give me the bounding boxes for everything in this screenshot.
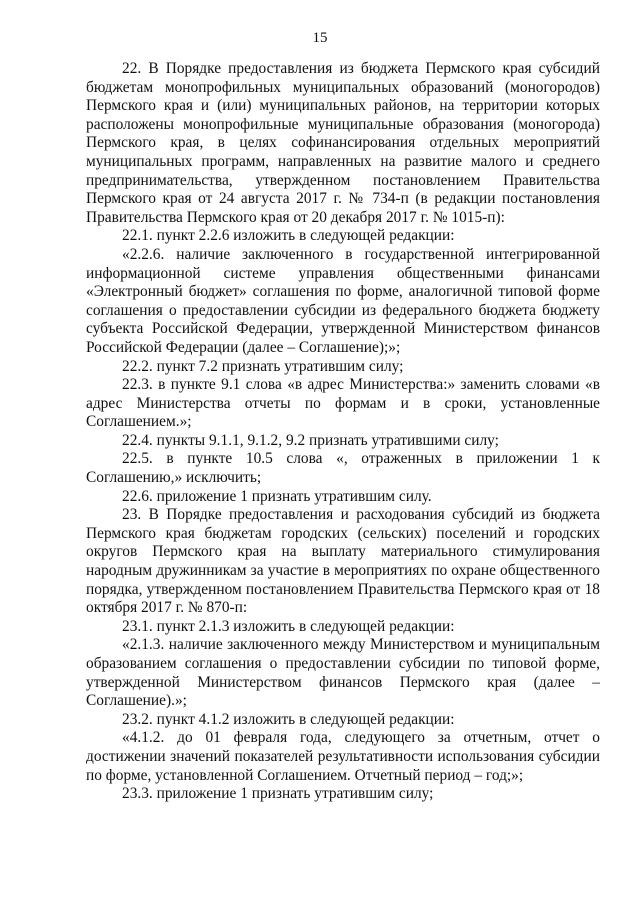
paragraph-22-1: 22.1. пункт 2.2.6 изложить в следующей редакции:	[122, 227, 455, 245]
document-body	[86, 60, 600, 804]
paragraph-22-6: 22.6. приложение 1 признать утратившим силу.	[122, 487, 432, 505]
paragraph-22-3: 22.3. в пункте 9.1 слова «в адрес Министерства:» заменить словами «в адрес Министерства отчеты по формам и в сроки, установленные Соглашением.»;	[86, 376, 600, 431]
paragraph-23-3: 23.3. приложение 1 признать утратившим силу;	[122, 785, 434, 803]
paragraph-23-1: 23.1. пункт 2.1.3 изложить в следующей редакции:	[122, 617, 455, 635]
paragraph-22-4: 22.4. пункты 9.1.1, 9.1.2, 9.2 признать утратившими силу;	[122, 431, 499, 449]
paragraph-22-2: 22.2. пункт 7.2 признать утратившим силу;	[122, 357, 404, 375]
paragraph-22-5: 22.5. в пункте 10.5 слова «, отраженных в приложении 1 к Соглашению,» исключить;	[86, 450, 600, 487]
paragraph-2-1-3-quote: «2.1.3. наличие заключенного между Министерством и муниципальным образованием соглашения о предоставлении субсидии по типовой форме, утвержденной Министерством финансов Пермского края (далее – Соглашение).»;	[86, 636, 600, 710]
paragraph-2-2-6-quote: «2.2.6. наличие заключенного в государственной интегрированной информационной системе управления общественными финансами «Электронный бюджет» соглашения по форме, аналогичной типовой форме соглашения о предоставлении субсидии из федерального бюджета бюджету субъекта Российской Федерации, утвержденной Министерством финансов Российской Федерации (далее – Соглашение);»;	[86, 245, 600, 356]
paragraph-23: 23. В Порядке предоставления и расходования субсидий из бюджета Пермского края бюджетам городских (сельских) поселений и городских округов Пермского края на выплату материального стимулирования народным дружинникам за участие в мероприятиях по охране общественного порядка, утвержденном постановлением Правительства Пермского края от 18 октября 2017 г. № 870-п:	[86, 506, 600, 617]
paragraph-23-2: 23.2. пункт 4.1.2 изложить в следующей редакции:	[122, 710, 455, 728]
paragraph-4-1-2-quote: «4.1.2. до 01 февраля года, следующего за отчетным, отчет о достижении значений показателей результативности использования субсидии по форме, установленной Соглашением. Отчетный период – год;»;	[86, 729, 600, 784]
paragraph-22: 22. В Порядке предоставления из бюджета Пермского края субсидий бюджетам монопрофильных муниципальных образований (моногородов) Пермского края и (или) муниципальных районов, на территории которых расположены монопрофильные муниципальные образования (моногорода) Пермского края, в целях софинансирования отдельных мероприятий муниципальных программ, направленных на развитие малого и среднего предпринимательства, утвержденном постановлением Правительства Пермского края от 24 августа 2017 г. № 734-п (в редакции постановления Правительства Пермского края от 20 декабря 2017 г. № 1015-п):	[86, 60, 600, 226]
page-number: 15	[312, 30, 328, 46]
